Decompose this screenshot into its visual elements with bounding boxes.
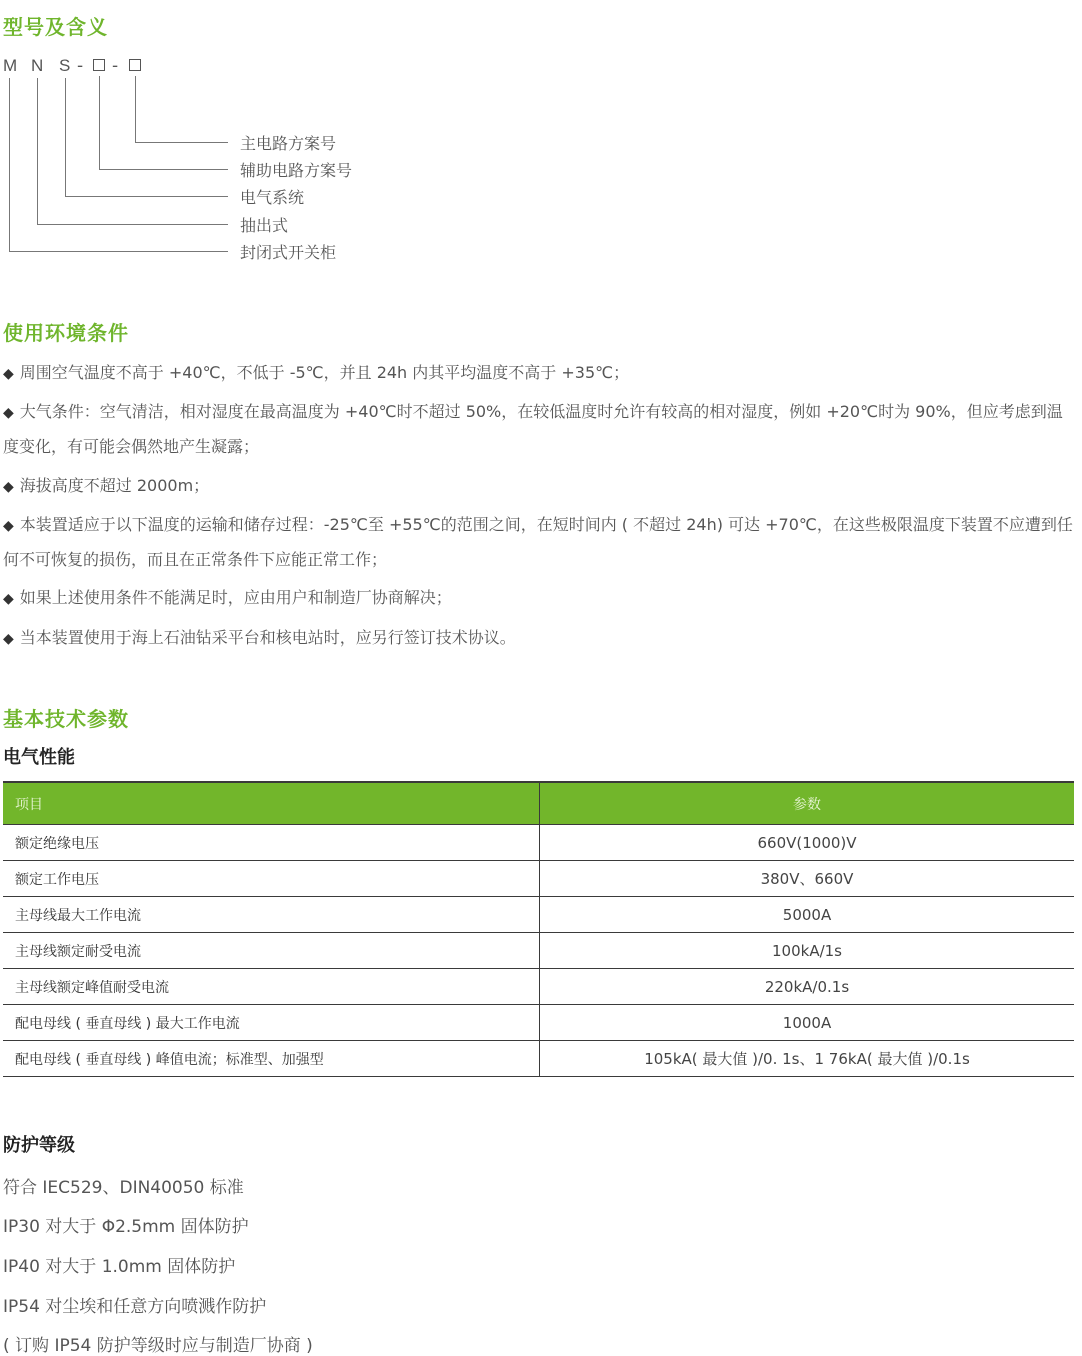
tech-section-title: 基本技术参数 <box>3 707 129 731</box>
protection-section-title: 防护等级 <box>3 1135 75 1156</box>
table-row <box>3 861 1074 897</box>
list-item: ◆ 本装置适应于以下温度的运输和储存过程：-25℃至 +55℃的范围之间，在短时间内 ( 不超过 24h) 可达 +70℃，在这些极限温度下装置不应遭到任何不可恢复的损伤，而且在正常条件下应能正常工作； <box>3 515 1073 569</box>
cell-value: 1000A <box>540 1005 1075 1041</box>
code-dash: - <box>112 56 119 76</box>
leader-line <box>9 78 10 251</box>
code-dash: - <box>77 56 84 76</box>
code-letter-s: S <box>59 56 71 75</box>
code-label-aux-circuit: 辅助电路方案号 <box>240 161 353 180</box>
leader-line <box>65 196 228 197</box>
column-header-item: 项目 <box>3 782 540 825</box>
list-item: ◆ 如果上述使用条件不能满足时，应由用户和制造厂协商解决； <box>3 588 452 607</box>
table-row <box>3 933 1074 969</box>
cell-value: 220kA/0.1s <box>540 969 1075 1005</box>
code-letter-m: M <box>3 56 18 75</box>
cell-value: 5000A <box>540 897 1075 933</box>
protection-line: ( 订购 IP54 防护等级时应与制造厂协商 ) <box>3 1336 313 1356</box>
cell-item: 主母线额定耐受电流 <box>3 933 540 969</box>
table-header-row <box>3 782 1074 825</box>
code-label-withdrawable: 抽出式 <box>240 216 289 235</box>
table-row <box>3 1041 1074 1077</box>
protection-line: 符合 IEC529、DIN40050 标准 <box>3 1178 244 1198</box>
model-section-title: 型号及含义 <box>3 15 108 39</box>
cell-item: 额定绝缘电压 <box>3 825 540 861</box>
electrical-spec-table <box>3 781 1074 1077</box>
protection-line: IP30 对大于 Φ2.5mm 固体防护 <box>3 1217 249 1237</box>
list-item: ◆ 大气条件：空气清洁，相对湿度在最高温度为 +40℃时不超过 50%，在较低温度时允许有较高的相对湿度，例如 +20℃时为 90%，但应考虑到温度变化，有可能会偶然地产生凝露； <box>3 402 1063 456</box>
diamond-bullet-icon: ◆ <box>3 405 14 421</box>
code-label-enclosed-switchgear: 封闭式开关柜 <box>240 243 337 262</box>
leader-line <box>99 169 228 170</box>
column-header-parameter: 参数 <box>540 782 1075 825</box>
cell-item: 主母线最大工作电流 <box>3 897 540 933</box>
diamond-bullet-icon: ◆ <box>3 366 14 382</box>
diamond-bullet-icon: ◆ <box>3 631 14 647</box>
cell-value: 660V(1000)V <box>540 825 1075 861</box>
table-row <box>3 969 1074 1005</box>
leader-line <box>9 251 228 252</box>
leader-line <box>37 224 228 225</box>
cell-value: 380V、660V <box>540 861 1075 897</box>
code-label-electrical-system: 电气系统 <box>240 188 305 207</box>
table-row <box>3 897 1074 933</box>
environment-section-title: 使用环境条件 <box>3 321 129 345</box>
leader-line <box>37 78 38 224</box>
code-letter-n: N <box>31 56 44 75</box>
cell-value: 105kA( 最大值 )/0. 1s、1 76kA( 最大值 )/0.1s <box>540 1041 1075 1077</box>
cell-item: 额定工作电压 <box>3 861 540 897</box>
leader-line <box>135 76 136 142</box>
table-row <box>3 1005 1074 1041</box>
diamond-bullet-icon: ◆ <box>3 518 14 534</box>
electrical-performance-title: 电气性能 <box>3 747 75 768</box>
cell-item: 配电母线 ( 垂直母线 ) 最大工作电流 <box>3 1005 540 1041</box>
leader-line <box>135 142 228 143</box>
leader-line <box>99 76 100 169</box>
diamond-bullet-icon: ◆ <box>3 479 14 495</box>
list-item: ◆ 周围空气温度不高于 +40℃，不低于 -5℃，并且 24h 内其平均温度不高于 +35℃； <box>3 363 630 382</box>
cell-item: 配电母线 ( 垂直母线 ) 峰值电流；标准型、加强型 <box>3 1041 540 1077</box>
list-item: ◆ 海拔高度不超过 2000m； <box>3 476 210 495</box>
table-row <box>3 825 1074 861</box>
leader-line <box>65 78 66 196</box>
code-label-main-circuit: 主电路方案号 <box>240 134 337 153</box>
code-placeholder-box <box>93 59 105 71</box>
code-placeholder-box <box>129 59 141 71</box>
list-item: ◆ 当本装置使用于海上石油钻采平台和核电站时，应另行签订技术协议。 <box>3 628 516 647</box>
cell-item: 主母线额定峰值耐受电流 <box>3 969 540 1005</box>
protection-line: IP54 对尘埃和任意方向喷溅作防护 <box>3 1297 267 1317</box>
cell-value: 100kA/1s <box>540 933 1075 969</box>
diamond-bullet-icon: ◆ <box>3 591 14 607</box>
protection-line: IP40 对大于 1.0mm 固体防护 <box>3 1257 236 1277</box>
